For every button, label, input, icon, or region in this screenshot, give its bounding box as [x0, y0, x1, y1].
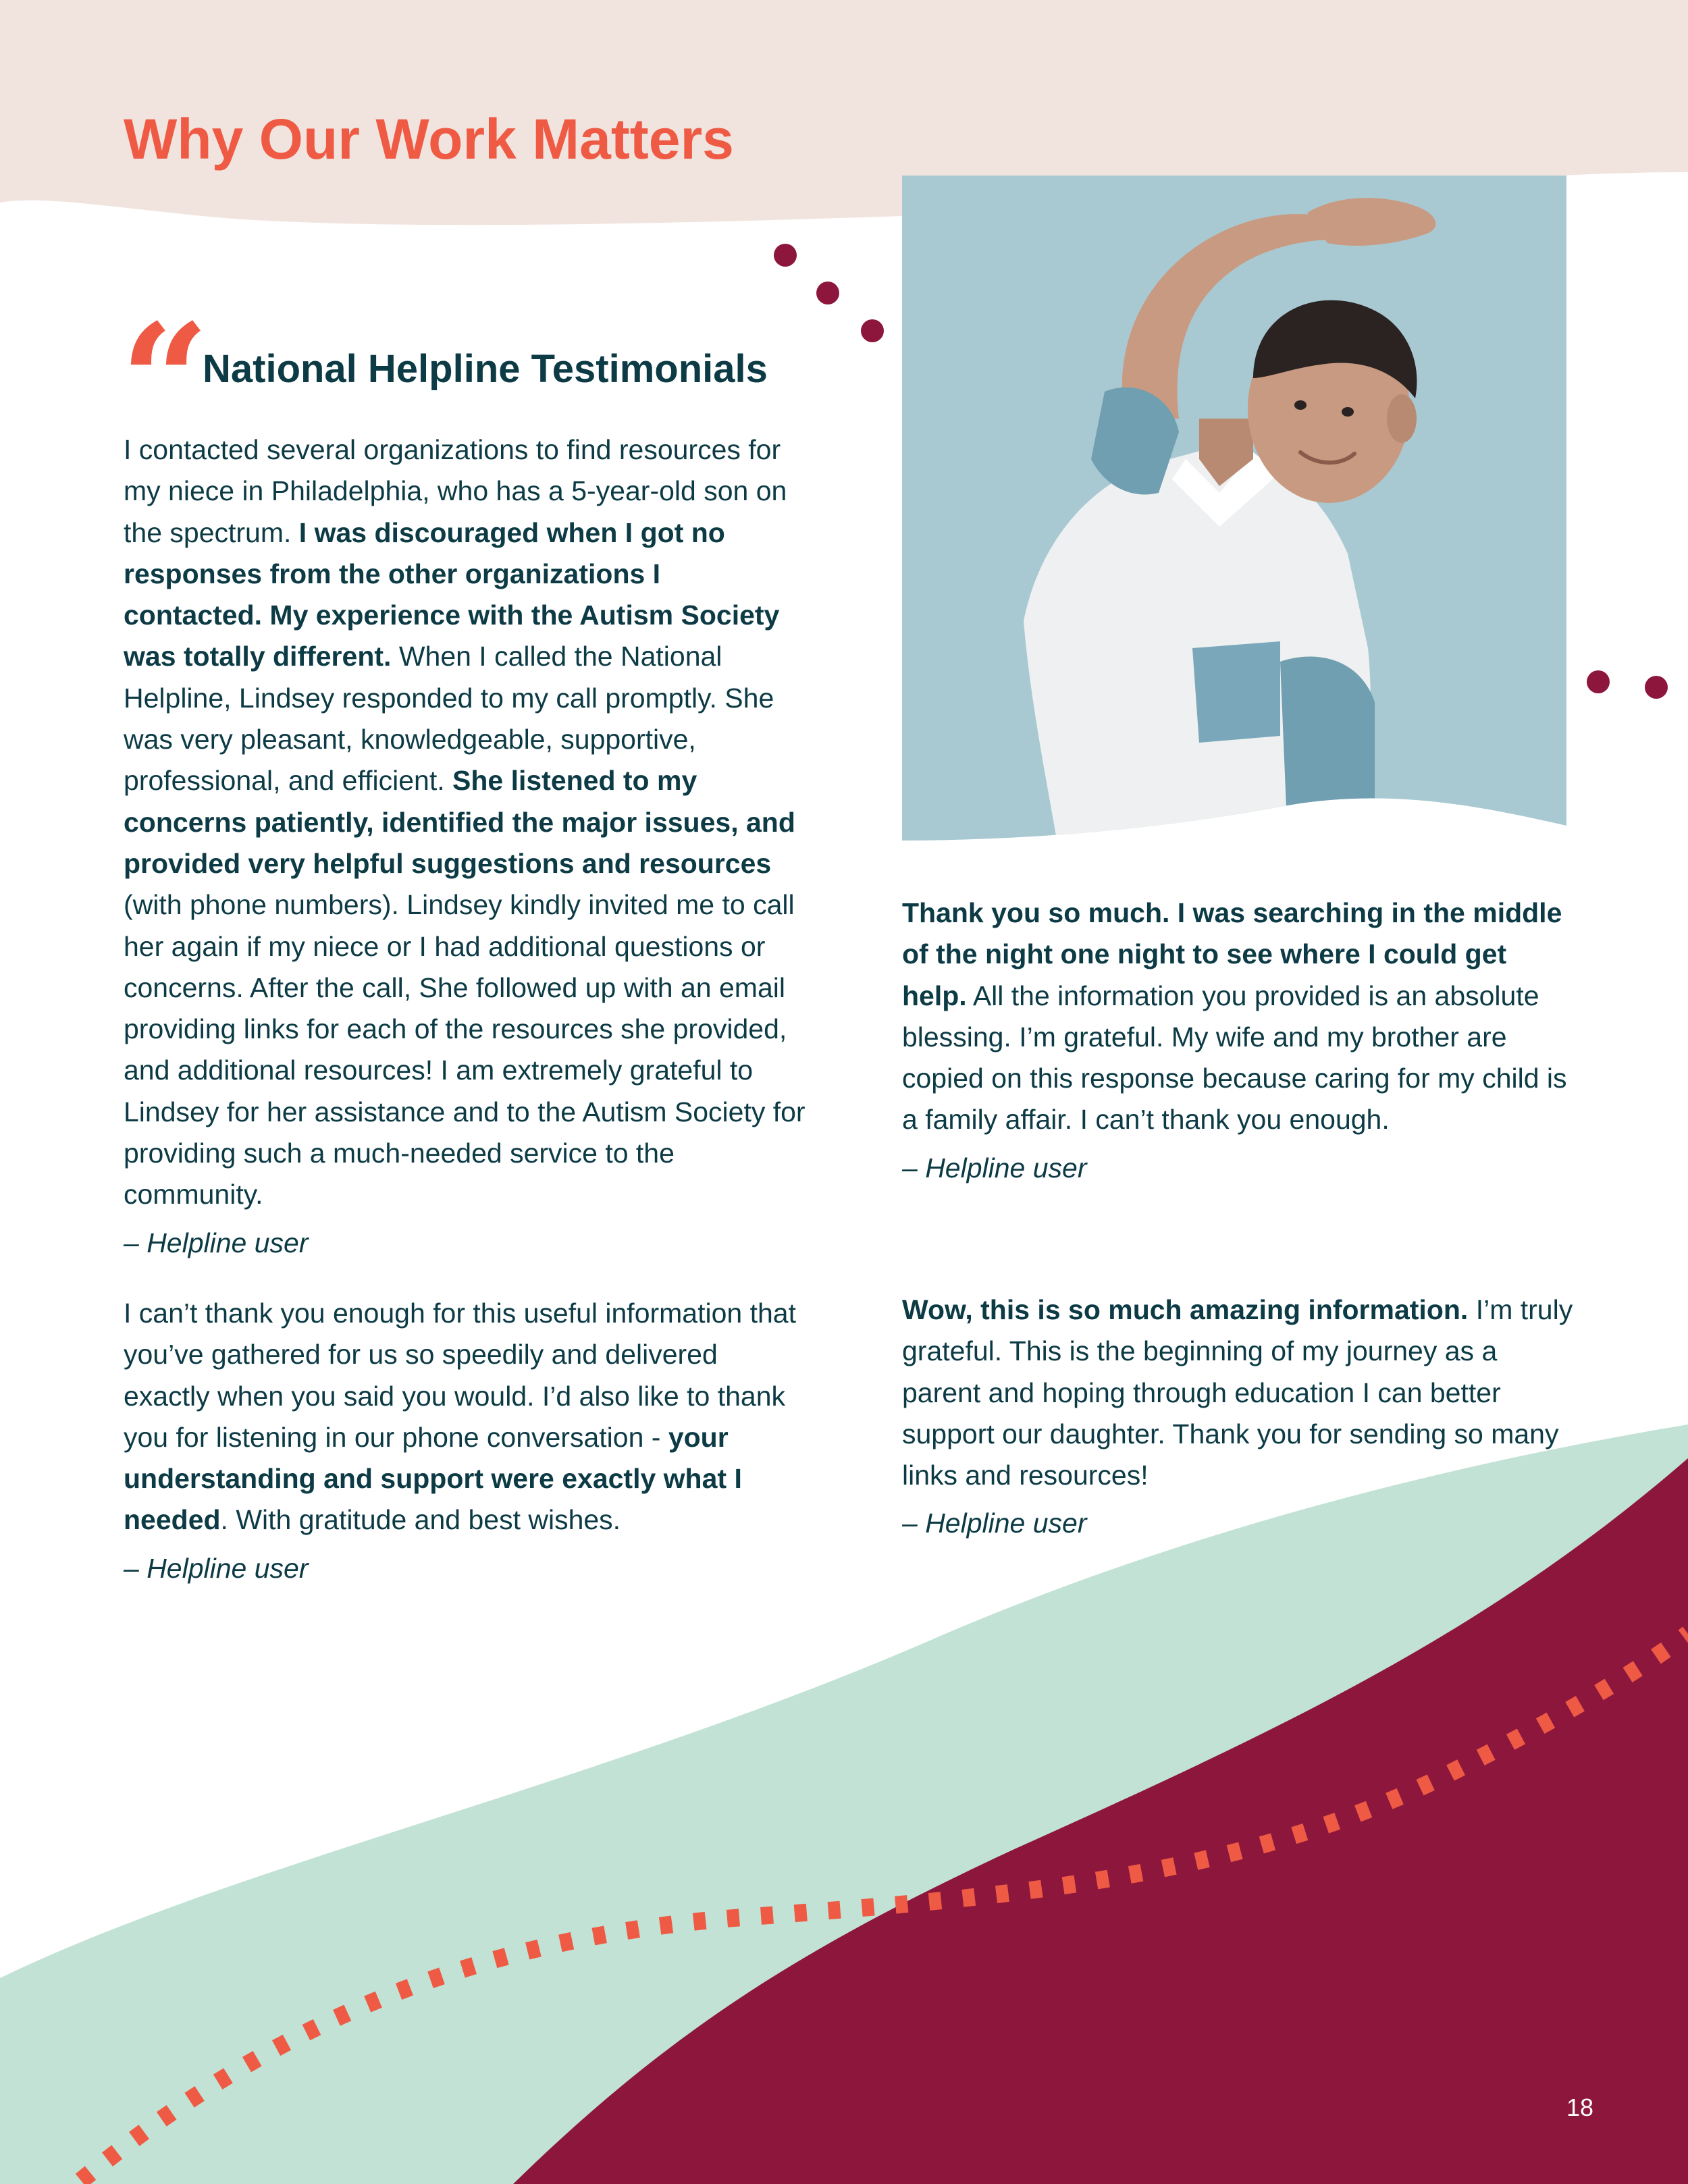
- photo-teen-stretching: [902, 176, 1566, 844]
- testimonial-text: (with phone numbers). Lindsey kindly invited me to call her again if my niece or I had additional questions or concerns. After the call, She followed up with an email providing links for each of the resources she provided, and additional resources! I am extremely grateful to Lindsey for her assistance and to the Autism Society for providing such a much-needed service to the community.: [124, 889, 806, 1210]
- decorative-dot: [861, 319, 884, 342]
- quote-mark-icon: “: [120, 290, 210, 473]
- testimonial-4: [902, 1289, 1577, 1545]
- testimonial-body: [902, 893, 1577, 1141]
- decorative-dot: [774, 244, 797, 267]
- testimonial-1: [124, 429, 806, 1264]
- testimonial-body: [124, 1293, 806, 1541]
- testimonial-text: All the information you provided is an absolute blessing. I’m grateful. My wife and my brother are copied on this response because caring for my child is a family affair. I can’t thank you enough.: [902, 980, 1567, 1136]
- testimonial-body: [124, 429, 806, 1216]
- section-title: National Helpline Testimonials: [203, 347, 768, 391]
- decorative-dot: [1587, 670, 1610, 693]
- testimonial-2: [124, 1293, 806, 1589]
- testimonial-highlight: Wow, this is so much amazing information.: [902, 1294, 1469, 1325]
- page-title: Why Our Work Matters: [124, 107, 734, 171]
- decorative-dot: [1645, 676, 1668, 699]
- testimonial-highlight: Thank you so much. I was searching in the middle of the night one night to see where I could get help.: [902, 897, 1562, 1011]
- testimonial-body: [902, 1289, 1577, 1496]
- testimonial-text: I contacted several organizations to find resources for my niece in Philadelphia, who has a 5-year-old son on the spectrum.: [124, 434, 787, 548]
- testimonial-3: [902, 893, 1577, 1189]
- testimonial-highlight: I was discouraged when I got no responses from the other organizations I contacted. My experience with the Autism Society was totally different.: [124, 516, 780, 672]
- testimonial-highlight: your understanding and support were exactly what I needed: [124, 1421, 742, 1536]
- testimonial-text: When I called the National Helpline, Lindsey responded to my call promptly. She was very pleasant, knowledgeable, supportive, professional, and efficient.: [124, 641, 774, 797]
- testimonial-highlight: She listened to my concerns patiently, identified the major issues, and provided very helpful suggestions and resources: [124, 765, 795, 879]
- testimonial-text: . With gratitude and best wishes.: [220, 1504, 621, 1536]
- decorative-dot: [816, 282, 839, 304]
- section-header: [120, 290, 836, 473]
- attribution: – Helpline user: [124, 1552, 309, 1584]
- page-number: 18: [1566, 2094, 1594, 2121]
- attribution: – Helpline user: [902, 1508, 1087, 1539]
- attribution: – Helpline user: [124, 1227, 309, 1258]
- attribution: – Helpline user: [902, 1152, 1087, 1183]
- testimonial-text: I’m truly grateful. This is the beginning of my journey as a parent and hoping through education I can better support our daughter. Thank you for sending so many links and resources!: [902, 1294, 1573, 1491]
- testimonial-text: I can’t thank you enough for this useful information that you’ve gathered for us so speedily and delivered exactly when you said you would. I’d also like to thank you for listening in our phone conversation -: [124, 1298, 796, 1453]
